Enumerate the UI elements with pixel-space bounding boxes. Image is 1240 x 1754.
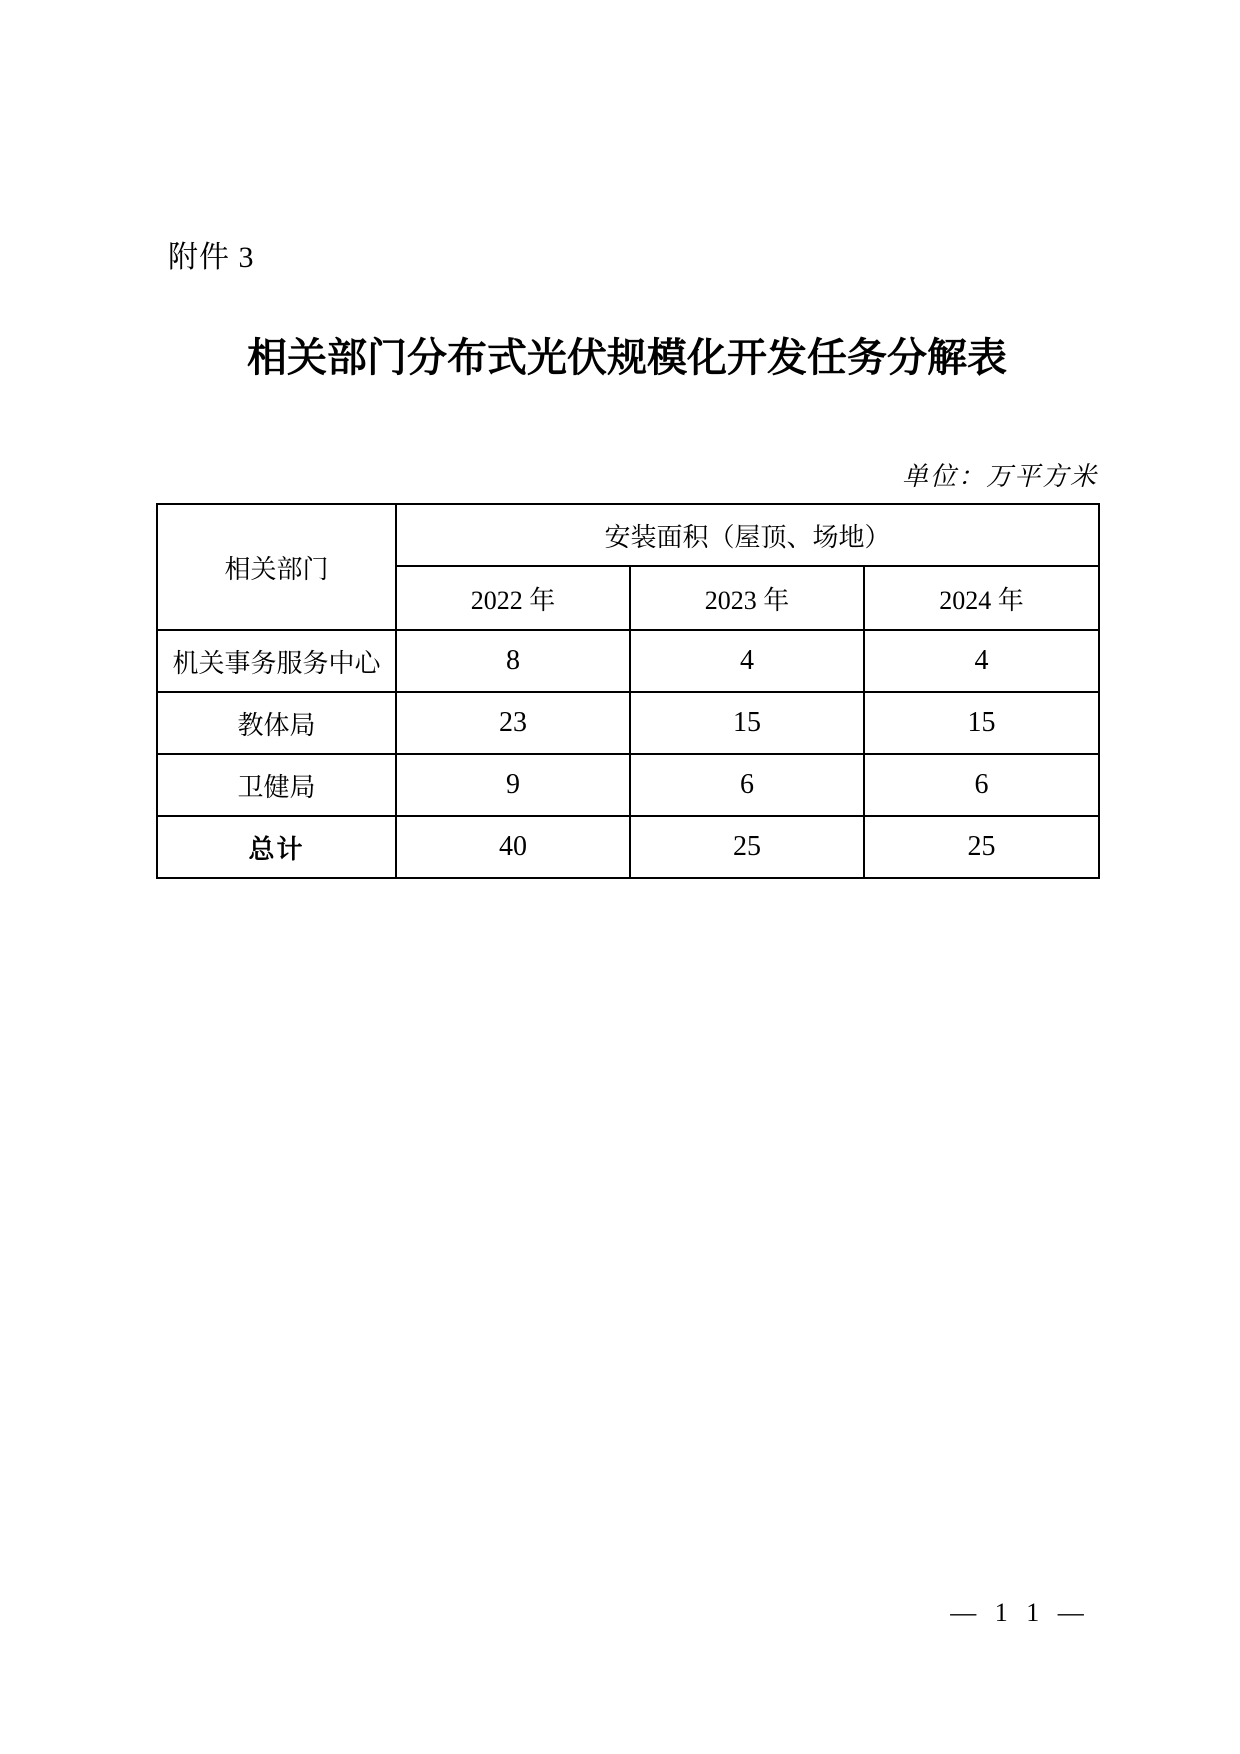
group-header-cell: 安装面积（屋顶、场地） bbox=[396, 504, 1099, 566]
value-cell: 9 bbox=[396, 754, 630, 816]
year-header-2023: 2023 年 bbox=[630, 566, 864, 630]
value-cell: 23 bbox=[396, 692, 630, 754]
value-cell: 25 bbox=[630, 816, 864, 878]
header-row-group bbox=[157, 504, 1099, 566]
value-cell: 8 bbox=[396, 630, 630, 692]
table-row bbox=[157, 754, 1099, 816]
page-title: 相关部门分布式光伏规模化开发任务分解表 bbox=[247, 335, 1007, 380]
value-cell: 25 bbox=[864, 816, 1099, 878]
value-cell: 4 bbox=[864, 630, 1099, 692]
year-header-2022: 2022 年 bbox=[396, 566, 630, 630]
table-row-total bbox=[157, 816, 1099, 878]
value-cell: 6 bbox=[864, 754, 1099, 816]
year-header-2024: 2024 年 bbox=[864, 566, 1099, 630]
unit-note: 单位：万平方米 bbox=[901, 462, 1098, 491]
row-label: 卫健局 bbox=[157, 754, 396, 816]
corner-header-cell: 相关部门 bbox=[157, 504, 396, 630]
task-breakdown-table bbox=[156, 503, 1100, 879]
value-cell: 40 bbox=[396, 816, 630, 878]
value-cell: 15 bbox=[864, 692, 1099, 754]
value-cell: 4 bbox=[630, 630, 864, 692]
attachment-label: 附件 3 bbox=[168, 241, 255, 274]
table-row bbox=[157, 630, 1099, 692]
value-cell: 15 bbox=[630, 692, 864, 754]
page-number: — 1 1 — bbox=[950, 1598, 1090, 1627]
row-label: 教体局 bbox=[157, 692, 396, 754]
table-row bbox=[157, 692, 1099, 754]
value-cell: 6 bbox=[630, 754, 864, 816]
total-row-label: 总计 bbox=[157, 816, 396, 878]
row-label: 机关事务服务中心 bbox=[157, 630, 396, 692]
